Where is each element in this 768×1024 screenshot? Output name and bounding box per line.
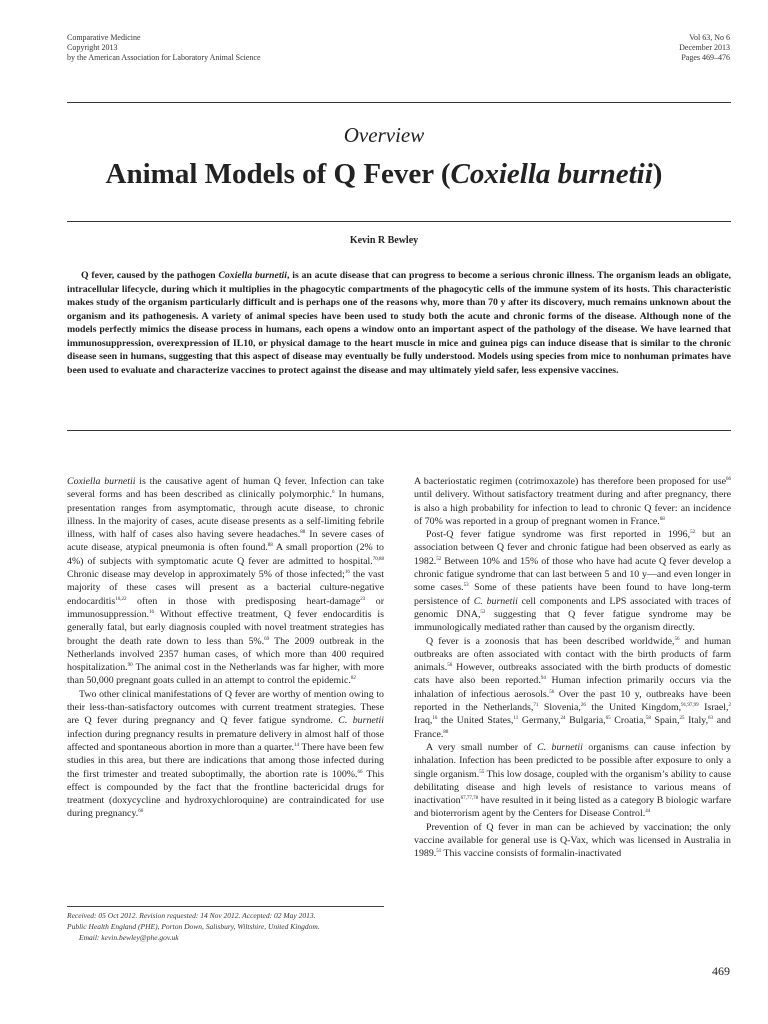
text-run: the vast majority of these cases will present as a bacterial culture-negative endocarditis [67, 569, 384, 607]
text-run: Croatia, [610, 715, 646, 727]
text-run: The 2009 outbreak in the Netherlands involved 2357 human cases, of which more than 400 required hospitalization. [67, 635, 384, 674]
italic-term: C. burnetii [338, 715, 385, 727]
citation-ref: 58 [645, 716, 651, 722]
issue-date: December 2013 [679, 42, 730, 52]
received-dates: Received: 05 Oct 2012. Revision requested: 14 Nov 2012. Accepted: 02 May 2013. [67, 911, 316, 920]
text-run: Spain, [650, 715, 680, 727]
body-paragraph [67, 475, 384, 688]
author-email[interactable]: Email: kevin.bewley@phe.gov.uk [79, 933, 179, 942]
volume-issue: Vol 63, No 6 [689, 33, 730, 42]
text-run: infection during pregnancy results in premature delivery in almost half of those affected and spontaneous abortion in more than a quarter. [67, 728, 384, 753]
body-paragraph [414, 741, 731, 821]
citation-ref: 16 [432, 716, 438, 722]
issue-info [679, 33, 730, 62]
footnote [67, 910, 384, 943]
text-run: In humans, presentation ranges from asymptomatic, through acute disease, to chronic illness. In the majority of cases, acute disease presents as a self-limiting febrile illness, with half of cases also having severe headaches. [67, 489, 384, 541]
text-run: Two other clinical manifestations of Q fever are worthy of mention owing to their less-than-satisfactory outcomes with current treatment strategies. These are Q fever during pregnancy and Q fever fatigue syndrome. [67, 688, 384, 727]
citation-ref: 56 [447, 663, 453, 669]
text-run: Without effective treatment, Q fever endocarditis is generally fatal, but early diagnosis coupled with novel treatment strategies has brought the death rate down to less than 5%. [67, 608, 384, 647]
body-column-right [414, 475, 731, 861]
citation-ref: 52 [690, 530, 696, 536]
citation-ref: 53 [480, 609, 486, 615]
text-run: suggesting that Q fever fatigue syndrome may be immunologically mediated rather than caused by the organism directly. [414, 608, 731, 634]
text-run: A bacteriostatic regimen (cotrimoxazole) has therefore been proposed for use [414, 476, 726, 487]
footnote-rule [67, 906, 384, 907]
page-range: Pages 469–476 [681, 52, 730, 62]
citation-ref: 66 [138, 809, 144, 815]
text-run: organisms can cause infection by inhalation. Infection has been predicted to be possible after exposure to only a single organism. [414, 741, 731, 780]
citation-ref: 67,77,78 [460, 796, 479, 802]
text-run: This vaccine consists of formalin-inactivated [441, 848, 622, 860]
text-run: Italy, [684, 715, 709, 727]
citation-ref: 23 [360, 596, 366, 602]
citation-ref: 2 [728, 703, 732, 709]
citation-ref: 88 [267, 543, 273, 549]
body-paragraph [414, 635, 731, 741]
citation-ref: 90 [127, 663, 133, 669]
text-run: The animal cost in the Netherlands was far higher, with more than 50,000 pregnant goats culled in an attempt to control the epidemic. [67, 662, 384, 687]
citation-ref: 82 [350, 676, 356, 682]
citation-ref: 91,97,99 [681, 703, 699, 709]
body-paragraph [414, 475, 731, 528]
italic-term: Coxiella burnetii [218, 270, 287, 281]
text-run: In severe cases of acute disease, atypical pneumonia is often found. [67, 529, 384, 554]
text-run: However, outbreaks associated with the birth products of domestic cats have also been reported. [414, 662, 731, 687]
text-run: Q fever, caused by the pathogen [81, 270, 219, 281]
text-run: Prevention of Q fever in man can be achieved by vaccination; the only vaccine available for general use is Q-Vax, which was licensed in Australia in 1989. [414, 821, 731, 860]
text-run: Some of these patients have been found to have long-term persistence of [414, 582, 731, 607]
author-name: Kevin R Bewley [349, 235, 419, 246]
text-run: Bulgaria, [565, 715, 606, 727]
citation-ref: 88 [443, 729, 449, 735]
italic-term: Coxiella burnetii [67, 476, 136, 487]
citation-ref: 44 [645, 809, 651, 815]
citation-ref: 63 [708, 716, 714, 722]
citation-ref: 55 [479, 769, 485, 775]
citation-ref: 56 [674, 636, 680, 642]
citation-ref: 6 [332, 490, 335, 496]
journal-name: Comparative Medicine [67, 33, 141, 42]
text-run: Between 10% and 15% of those who have had acute Q fever develop a chronic fatigue syndrome that can last between 5 and 10 y—and even longer in some cases. [414, 555, 731, 594]
text-run: and France. [414, 715, 731, 740]
affiliation: Public Health England (PHE), Porton Down, Salisbury, Wiltshire, United Kingdom. [67, 922, 320, 931]
title-main: Animal Models of Q Fever ( [105, 158, 451, 190]
text-run: Germany, [518, 715, 561, 727]
citation-ref: 16 [149, 609, 155, 615]
citation-ref: 16,22 [115, 596, 127, 602]
text-run: Israel, [698, 702, 729, 714]
text-run: the United States, [437, 715, 514, 727]
citation-ref: 25 [679, 716, 685, 722]
body-column-left [67, 475, 384, 821]
top-rule [67, 102, 731, 103]
citation-ref: 51 [436, 849, 442, 855]
abstract-rule [67, 430, 731, 431]
citation-ref: 11 [513, 716, 519, 722]
publisher-line: by the American Association for Laboratory Animal Science [67, 52, 261, 62]
text-run: This effect is compounded by the fact that the frontline bactericidal drugs for treatment (doxycycline and hydroxychloroquine) are contraindicated for use during pregnancy. [67, 768, 384, 820]
citation-ref: 70,88 [372, 556, 384, 562]
text-run: is the causative agent of human Q fever. Infection can take several forms and has been described as clinically polymorphic. [67, 476, 384, 501]
text-run: and human outbreaks are often associated with contact with the birth products of farm animals. [414, 635, 731, 674]
body-paragraph [414, 528, 731, 634]
citation-ref: 24 [560, 716, 566, 722]
text-run: cell components and LPS associated with traces of genomic DNA, [414, 595, 731, 620]
text-run: This low dosage, coupled with the organism’s ability to cause debilitating disease and high levels of resistance to various means of inactivation [414, 768, 731, 807]
citation-ref: 69 [264, 636, 270, 642]
citation-ref: 52 [436, 556, 442, 562]
article-title [0, 158, 768, 191]
citation-ref: 56 [549, 689, 555, 695]
abstract [67, 269, 731, 377]
copyright-line: Copyright 2013 [67, 42, 118, 52]
text-run: A small proportion (2% to 4%) of subjects with symptomatic acute Q fever are admitted to hospital. [67, 542, 384, 567]
text-run: or immunosuppression. [67, 595, 384, 620]
text-run: Human infection primarily occurs via the inhalation of infectious aerosols. [414, 675, 731, 700]
title-rule [67, 221, 731, 222]
text-run: Slovenia, [538, 702, 581, 714]
text-run: but an association between Q fever and chronic fatigue had been observed as early as 1982. [414, 529, 731, 567]
text-run: the United Kingdom, [585, 702, 682, 714]
section-label: Overview [343, 123, 425, 147]
citation-ref: 68 [659, 516, 665, 522]
text-run: , is an acute disease that can progress to become a serious chronic illness. The organism leads an obligate, intracellular lifecycle, during which it multiplies in the phagocytic compartments of the phagocytic cells of the immune system of its hosts. This characteristic makes study of the organism particularly difficult and is perhaps one of the reasons why, more than 70 y after its discovery, much remains unknown about the organism and its pathogenesis. A variety of animal species have been used to study both the acute and chronic forms of the disease. Although none of the models perfectly mimics the disease process in humans, each opens a window onto an important aspect of the pathology of the disease. We have learned that immunosuppression, overexpression of IL10, or physical damage to the heart muscle in mice and guinea pigs can induce disease that is similar to the chronic disease seen in humans, suggesting that this aspect of disease may eventually be fully understood. Models using species from mice to nonhuman primates have been used to evaluate and characterize vaccines to protect against the disease and may ultimately yield safer, less expensive vaccines. [67, 270, 731, 376]
italic-term: C. burnetii [473, 595, 518, 607]
text-run: until delivery. Without satisfactory treatment during and after pregnancy, there is also a high probability for infection to lead to chronic Q fever: an incidence of 70% was reported in a group of pregnant women in France. [414, 489, 731, 527]
text-run: have resulted in it being listed as a category B biologic warfare and bioterrorism agent by the Centers for Disease Control. [414, 795, 731, 820]
citation-ref: 66 [726, 477, 731, 482]
citation-ref: 65 [605, 716, 611, 722]
citation-ref: 71 [533, 703, 539, 709]
text-run: A very small number of [426, 741, 538, 753]
body-paragraph [67, 688, 384, 821]
text-run: There have been few studies in this area, but there are indications that among those infected during the first trimester and treated suboptimally, the abortion rate is 100%. [67, 741, 385, 780]
citation-ref: 94 [540, 676, 546, 682]
citation-ref: 16 [344, 570, 350, 576]
text-run: often in those with predisposing heart-damage [126, 595, 361, 607]
citation-ref: 66 [357, 769, 363, 775]
text-run: Q fever is a zoonosis that has been described worldwide, [426, 635, 675, 647]
italic-term: C. burnetii [537, 741, 583, 753]
title-end: ) [652, 158, 663, 190]
text-run: Iraq, [414, 715, 433, 727]
page-number: 469 [712, 964, 730, 978]
body-paragraph [414, 821, 731, 861]
text-run: Post-Q fever fatigue syndrome was first reported in 1996, [426, 529, 691, 541]
title-species: Coxiella burnetii [450, 158, 653, 190]
text-run: Over the past 10 y, outbreaks have been reported in the Netherlands, [414, 688, 731, 714]
citation-ref: 26 [580, 703, 586, 709]
citation-ref: 14 [294, 742, 299, 748]
text-run: Chronic disease may develop in approximately 5% of those infected; [67, 569, 345, 581]
journal-header [67, 33, 261, 62]
citation-ref: 53 [463, 583, 469, 589]
citation-ref: 88 [300, 530, 306, 536]
